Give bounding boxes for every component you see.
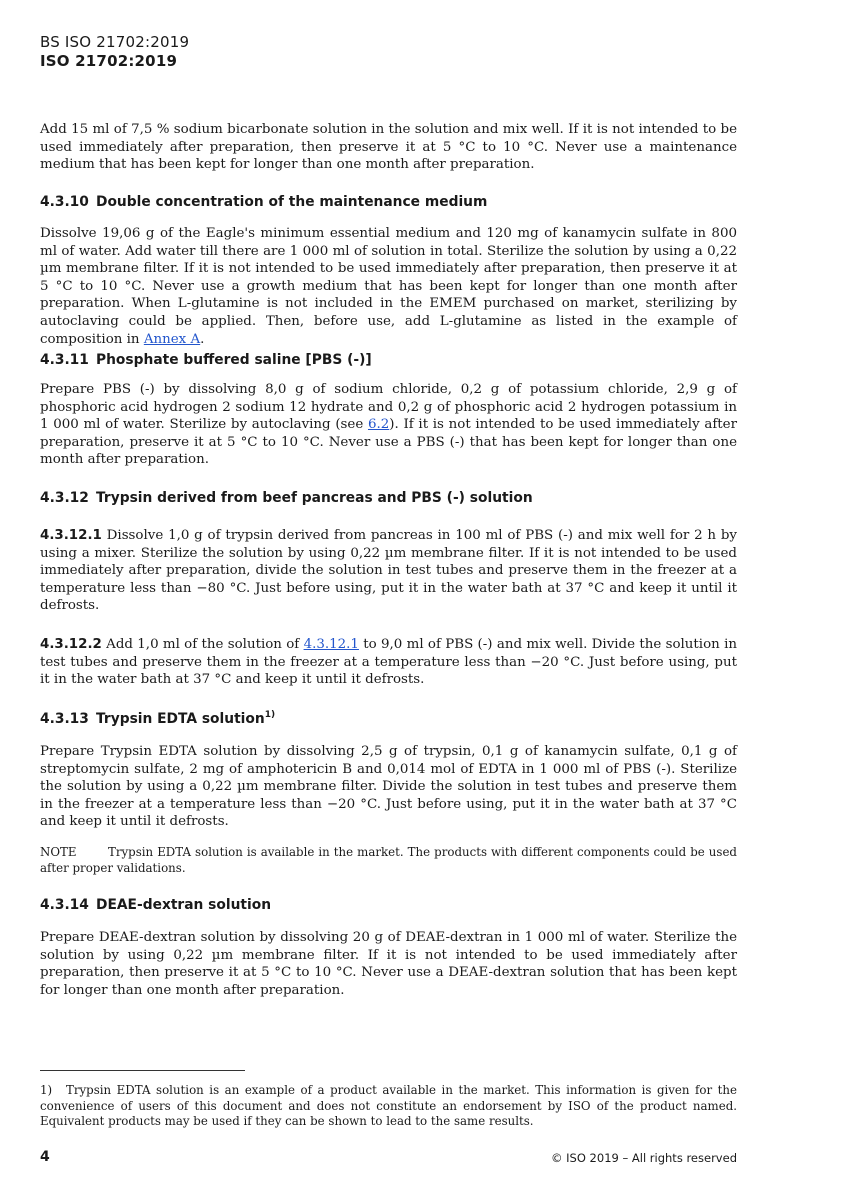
section-title: DEAE-dextran solution [96, 897, 272, 913]
section-title: Phosphate buffered saline [PBS (-)] [96, 352, 372, 368]
section-title: Trypsin EDTA solution [96, 711, 265, 727]
section-title: Trypsin derived from beef pancreas and PBS (-) solution [96, 490, 533, 506]
footnote-divider [40, 1070, 245, 1071]
section-title: Double concentration of the maintenance medium [96, 194, 488, 210]
note-4-3-13 [40, 845, 737, 876]
footnote-text: Trypsin EDTA solution is an example of a product available in the market. This information is given for the convenience of users of this document and does not constitute an endorsement by ISO of the product named. Equivalent products may be used if they can be shown to lead to the same results. [40, 1083, 737, 1128]
section-number: 4.3.12 [40, 490, 89, 506]
paragraph-4-3-11 [40, 381, 737, 469]
paragraph-text: Dissolve 1,0 g of trypsin derived from pancreas in 100 ml of PBS (-) and mix well for 2 h by using a mixer. Sterilize the solution by using 0,22 µm membrane filter. If it is not intended to be used immediately after preparation, divide the solution in test tubes and preserve them in the freezer at a temperature less than −80 °C. Just before using, put it in the water bath at 37 °C and keep it until it defrosts. [40, 528, 737, 614]
paragraph-4-3-13: Prepare Trypsin EDTA solution by dissolving 2,5 g of trypsin, 0,1 g of kanamycin sulfate, 0,1 g of streptomycin sulfate, 2 mg of amphotericin B and 0,014 mol of EDTA in 1 000 ml of PBS (-). Sterilize the solution by using a 0,22 µm membrane filter. Divide the solution in test tubes and preserve them in the freezer at a temperature less than −20 °C. Just before using, put it in the water bath at 37 °C and keep it until it defrosts. [40, 744, 737, 830]
subclause-number: 4.3.12.2 [40, 637, 102, 652]
note-label: NOTE [40, 845, 77, 859]
header-standard-id: BS ISO 21702:2019 [40, 33, 190, 51]
section-number: 4.3.11 [40, 352, 89, 368]
paragraph-text: Add 1,0 ml of the solution of [106, 637, 300, 652]
clause-6-2-link[interactable]: 6.2 [367, 417, 390, 433]
section-heading-4-3-10 [40, 193, 487, 211]
section-number: 4.3.10 [40, 194, 89, 210]
section-heading-4-3-11 [40, 351, 372, 369]
annex-a-link[interactable]: Annex A [143, 331, 201, 347]
header-iso-id: ISO 21702:2019 [40, 52, 178, 70]
subclause-number: 4.3.12.1 [40, 528, 102, 543]
note-text: Trypsin EDTA solution is available in the market. The products with different components could be used after proper validations. [40, 845, 737, 875]
clause-4-3-12-1-link[interactable]: 4.3.12.1 [303, 637, 359, 652]
footnote-1 [40, 1083, 737, 1130]
paragraph-text: Dissolve 19,06 g of the Eagle's minimum essential medium and 120 mg of kanamycin sulfate in 800 ml of water. Add water till there are 1 000 ml of solution in total. Sterilize the solution by using a 0,22 µm membrane filter. If it is not intended to be used immediately after preparation, then preserve it at 5 °C to 10 °C. Never use a growth medium that has been kept for longer than one month after preparation. When L-glutamine is not included in the EMEM purchased on market, sterilizing by autoclaving could be applied. Then, before use, add L-glutamine as listed in the example of composition in [40, 226, 737, 347]
paragraph-text-cont: ). If it is not intended to be used immediately after preparation, preserve it at 5 °C to 10 °C. Never use a PBS (-) that has been kept for longer than one month after preparation. [40, 417, 737, 468]
paragraph-4-3-12-2 [40, 636, 737, 689]
paragraph-text-cont: to 9,0 ml of PBS (-) and mix well. Divide the solution in test tubes and preserve them in the freezer at a temperature less than −20 °C. Just before using, put it in the water bath at 37 °C and keep it until it defrosts. [40, 637, 737, 688]
copyright-notice: © ISO 2019 – All rights reserved [551, 1151, 737, 1165]
paragraph-4-3-14: Prepare DEAE-dextran solution by dissolving 20 g of DEAE-dextran in 1 000 ml of water. Sterilize the solution by using 0,22 µm membrane filter. If it is not intended to be used immediately after preparation, then preserve it at 5 °C to 10 °C. Never use a DEAE-dextran solution that has been kept for longer than one month after preparation. [40, 930, 737, 998]
paragraph-4-3-12-1 [40, 527, 737, 615]
section-number: 4.3.13 [40, 711, 89, 727]
paragraph-4-3-10 [40, 225, 737, 348]
page-number: 4 [40, 1149, 50, 1165]
intro-paragraph: Add 15 ml of 7,5 % sodium bicarbonate solution in the solution and mix well. If it is not intended to be used immediately after preparation, then preserve it at 5 °C to 10 °C. Never use a maintenance medium that has been kept for longer than one month after preparation. [40, 122, 737, 173]
footnote-number: 1) [40, 1083, 53, 1097]
section-number: 4.3.14 [40, 897, 89, 913]
footnote-marker: 1) [264, 710, 276, 720]
paragraph-end: . [200, 331, 205, 347]
section-heading-4-3-13 [40, 710, 275, 728]
section-heading-4-3-14 [40, 896, 271, 914]
paragraph-text: Prepare PBS (-) by dissolving 8,0 g of sodium chloride, 0,2 g of potassium chloride, 2,9 g of phosphoric acid hydrogen 2 sodium 12 hydrate and 0,2 g of phosphoric acid 2 hydrogen potassium in 1 000 ml of water. Sterilize by autoclaving (see [40, 382, 737, 433]
section-heading-4-3-12 [40, 489, 533, 507]
